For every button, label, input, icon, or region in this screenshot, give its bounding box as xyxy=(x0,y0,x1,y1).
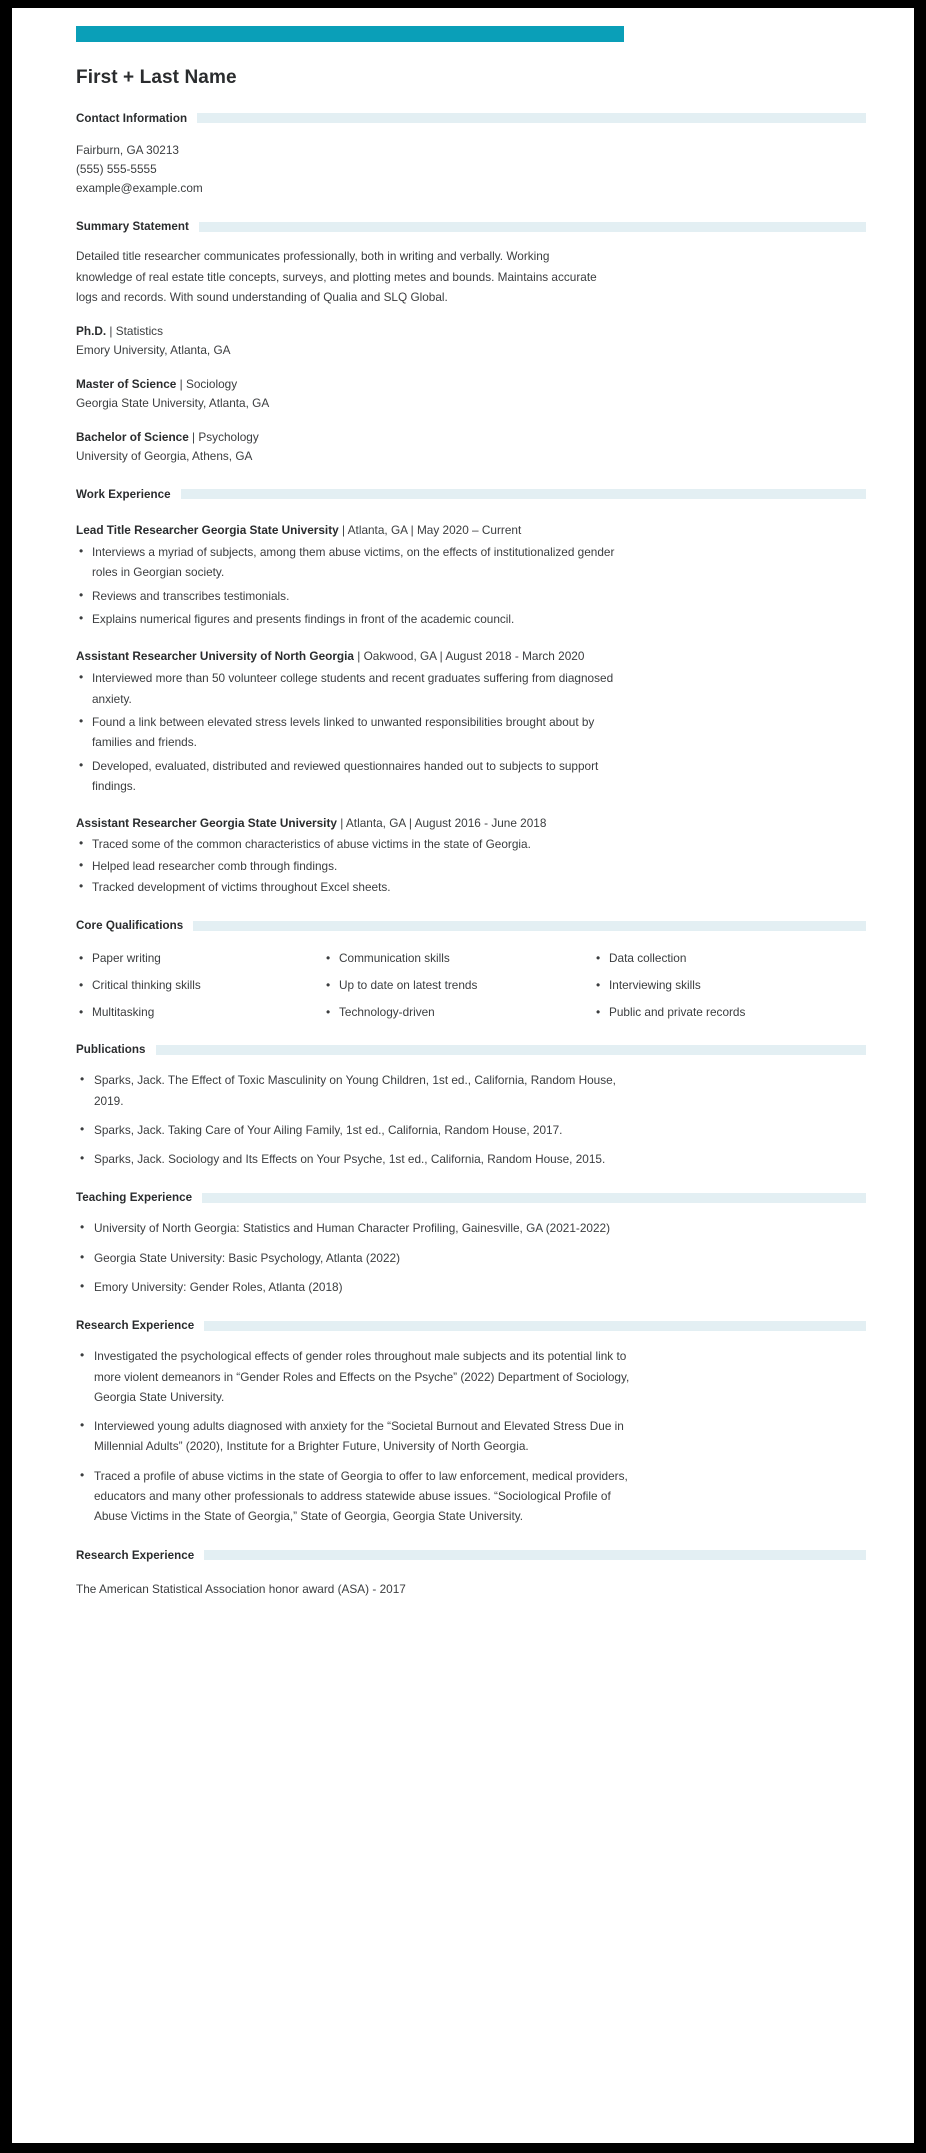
qualification-item: • Interviewing skills xyxy=(593,977,866,995)
page-title: First + Last Name xyxy=(76,67,237,88)
section-header-research-experience xyxy=(76,1319,866,1332)
contact-block xyxy=(76,141,866,198)
qualification-item: • Technology-driven xyxy=(323,1004,593,1022)
job-entry xyxy=(76,521,866,629)
section-label-research-experience: Research Experience xyxy=(76,1319,195,1333)
education-degree: Ph.D. xyxy=(76,324,107,339)
section-rule xyxy=(181,489,866,499)
summary-paragraph: Detailed title researcher communicates professionally, both in writing and verbally. Working knowledge of real estate title concepts, surveys, and plotting metes and bounds. Maintains accurate logs and records. With sound understanding of Qualia and SLQ Global. xyxy=(76,249,597,304)
job-bullet: • Helped lead researcher comb through findings. xyxy=(76,856,632,876)
publication-item: • Sparks, Jack. Taking Care of Your Ailing Family, 1st ed., California, Random House, 2017. xyxy=(76,1120,642,1140)
education-field: Sociology xyxy=(185,377,238,392)
job-meta: | Oakwood, GA | August 2018 - March 2020 xyxy=(353,649,585,664)
job-bullet: • Tracked development of victims throughout Excel sheets. xyxy=(76,877,632,897)
section-rule xyxy=(199,222,866,232)
education-entry xyxy=(76,429,866,466)
publication-item: • Sparks, Jack. The Effect of Toxic Masculinity on Young Children, 1st ed., California, Random House, 2019. xyxy=(76,1070,642,1111)
job-bullet-list xyxy=(76,668,866,796)
qualification-item: • Data collection xyxy=(593,950,866,968)
section-header-summary xyxy=(76,220,866,233)
job-meta: | Atlanta, GA | August 2016 - June 2018 xyxy=(336,816,547,831)
section-header-publications xyxy=(76,1043,866,1056)
contact-address: Fairburn, GA 30213 xyxy=(76,142,179,157)
job-header xyxy=(76,814,866,832)
section-rule xyxy=(202,1193,866,1203)
job-title-organization: Assistant Researcher Georgia State University xyxy=(76,816,337,831)
education-entry xyxy=(76,323,866,360)
qualification-item: • Critical thinking skills xyxy=(76,977,323,995)
qualification-item: • Paper writing xyxy=(76,950,323,968)
job-entry xyxy=(76,647,866,796)
research-experience-list xyxy=(76,1346,866,1526)
contact-phone: (555) 555-5555 xyxy=(76,161,157,176)
teaching-item: • University of North Georgia: Statistics and Human Character Profiling, Gainesville, GA (2021-2022) xyxy=(76,1218,642,1238)
education-school: Georgia State University, Atlanta, GA xyxy=(76,395,270,410)
job-entry xyxy=(76,814,866,897)
teaching-item: • Georgia State University: Basic Psychology, Atlanta (2022) xyxy=(76,1248,642,1268)
job-bullet: • Reviews and transcribes testimonials. xyxy=(76,586,632,606)
education-degree-line xyxy=(76,376,866,394)
section-rule xyxy=(193,921,866,931)
education-separator: | xyxy=(106,324,116,339)
education-field: Statistics xyxy=(115,324,163,339)
education-entry xyxy=(76,376,866,413)
job-bullet: • Interviewed more than 50 volunteer college students and recent graduates suffering from diagnosed anxiety. xyxy=(76,668,632,709)
research-item: • Interviewed young adults diagnosed with anxiety for the “Societal Burnout and Elevated Stress Due in Millennial Adults” (2020), Institute for a Brighter Future, University of North Georgia. xyxy=(76,1416,642,1457)
job-bullet: • Traced some of the common characteristics of abuse victims in the state of Georgia. xyxy=(76,834,632,854)
section-header-core-qualifications xyxy=(76,919,866,932)
publications-list xyxy=(76,1070,866,1169)
teaching-item: • Emory University: Gender Roles, Atlanta (2018) xyxy=(76,1277,642,1297)
job-bullet: • Interviews a myriad of subjects, among them abuse victims, on the effects of institutionalized gender roles in Georgian society. xyxy=(76,542,632,583)
core-qualifications-grid xyxy=(76,950,866,1021)
resume-document xyxy=(12,8,914,2143)
section-rule xyxy=(204,1321,866,1331)
qualification-item: • Public and private records xyxy=(593,1004,866,1022)
job-title-organization: Assistant Researcher University of North Georgia xyxy=(76,649,354,664)
section-header-awards xyxy=(76,1549,866,1562)
job-bullet: • Found a link between elevated stress levels linked to unwanted responsibilities brought about by families and friends. xyxy=(76,712,632,753)
publication-item: • Sparks, Jack. Sociology and Its Effects on Your Psyche, 1st ed., California, Random House, 2015. xyxy=(76,1149,642,1169)
education-degree: Master of Science xyxy=(76,377,177,392)
qualification-item: • Communication skills xyxy=(323,950,593,968)
section-header-teaching-experience xyxy=(76,1191,866,1204)
section-rule xyxy=(156,1045,866,1055)
job-title-organization: Lead Title Researcher Georgia State University xyxy=(76,522,339,537)
section-header-work-experience xyxy=(76,488,866,501)
section-label-core-qualifications: Core Qualifications xyxy=(76,919,184,933)
education-separator: | xyxy=(188,429,199,444)
job-bullet-list xyxy=(76,542,866,629)
contact-email: example@example.com xyxy=(76,181,203,196)
section-header-contact xyxy=(76,112,866,125)
section-rule xyxy=(204,1550,866,1560)
section-label-publications: Publications xyxy=(76,1043,146,1057)
job-header xyxy=(76,521,866,539)
education-separator: | xyxy=(176,377,186,392)
section-rule xyxy=(197,113,866,123)
research-item: • Traced a profile of abuse victims in the state of Georgia to offer to law enforcement, medical providers, educators and many other professionals to address statewide abuse issues. “Sociological Profile of Abuse Victims in the State of Georgia,” State of Georgia, Georgia State University. xyxy=(76,1466,642,1527)
education-degree: Bachelor of Science xyxy=(76,429,189,444)
job-meta: | Atlanta, GA | May 2020 – Current xyxy=(338,522,522,537)
education-field: Psychology xyxy=(198,429,259,444)
award-line: The American Statistical Association honor award (ASA) - 2017 xyxy=(76,1581,406,1596)
section-label-contact: Contact Information xyxy=(76,111,188,125)
qualification-item: • Multitasking xyxy=(76,1004,323,1022)
qualification-item: • Up to date on latest trends xyxy=(323,977,593,995)
section-label-awards: Research Experience xyxy=(76,1548,195,1562)
accent-bar xyxy=(76,26,624,42)
education-school: University of Georgia, Athens, GA xyxy=(76,448,253,463)
section-label-teaching-experience: Teaching Experience xyxy=(76,1191,193,1205)
section-label-summary: Summary Statement xyxy=(76,220,189,234)
job-header xyxy=(76,647,866,665)
education-degree-line xyxy=(76,429,866,447)
job-bullet: • Explains numerical figures and presents findings in front of the academic council. xyxy=(76,609,632,629)
section-label-work-experience: Work Experience xyxy=(76,487,171,501)
education-degree-line xyxy=(76,323,866,341)
research-item: • Investigated the psychological effects of gender roles throughout male subjects and its potential link to more violent demeanors in “Gender Roles and Effects on the Psyche” (2022) Department of Sociology, Georgia State University. xyxy=(76,1346,642,1407)
teaching-experience-list xyxy=(76,1218,866,1297)
job-bullet: • Developed, evaluated, distributed and reviewed questionnaires handed out to subjects to support findings. xyxy=(76,756,632,797)
education-school: Emory University, Atlanta, GA xyxy=(76,343,231,358)
job-bullet-list xyxy=(76,834,866,897)
